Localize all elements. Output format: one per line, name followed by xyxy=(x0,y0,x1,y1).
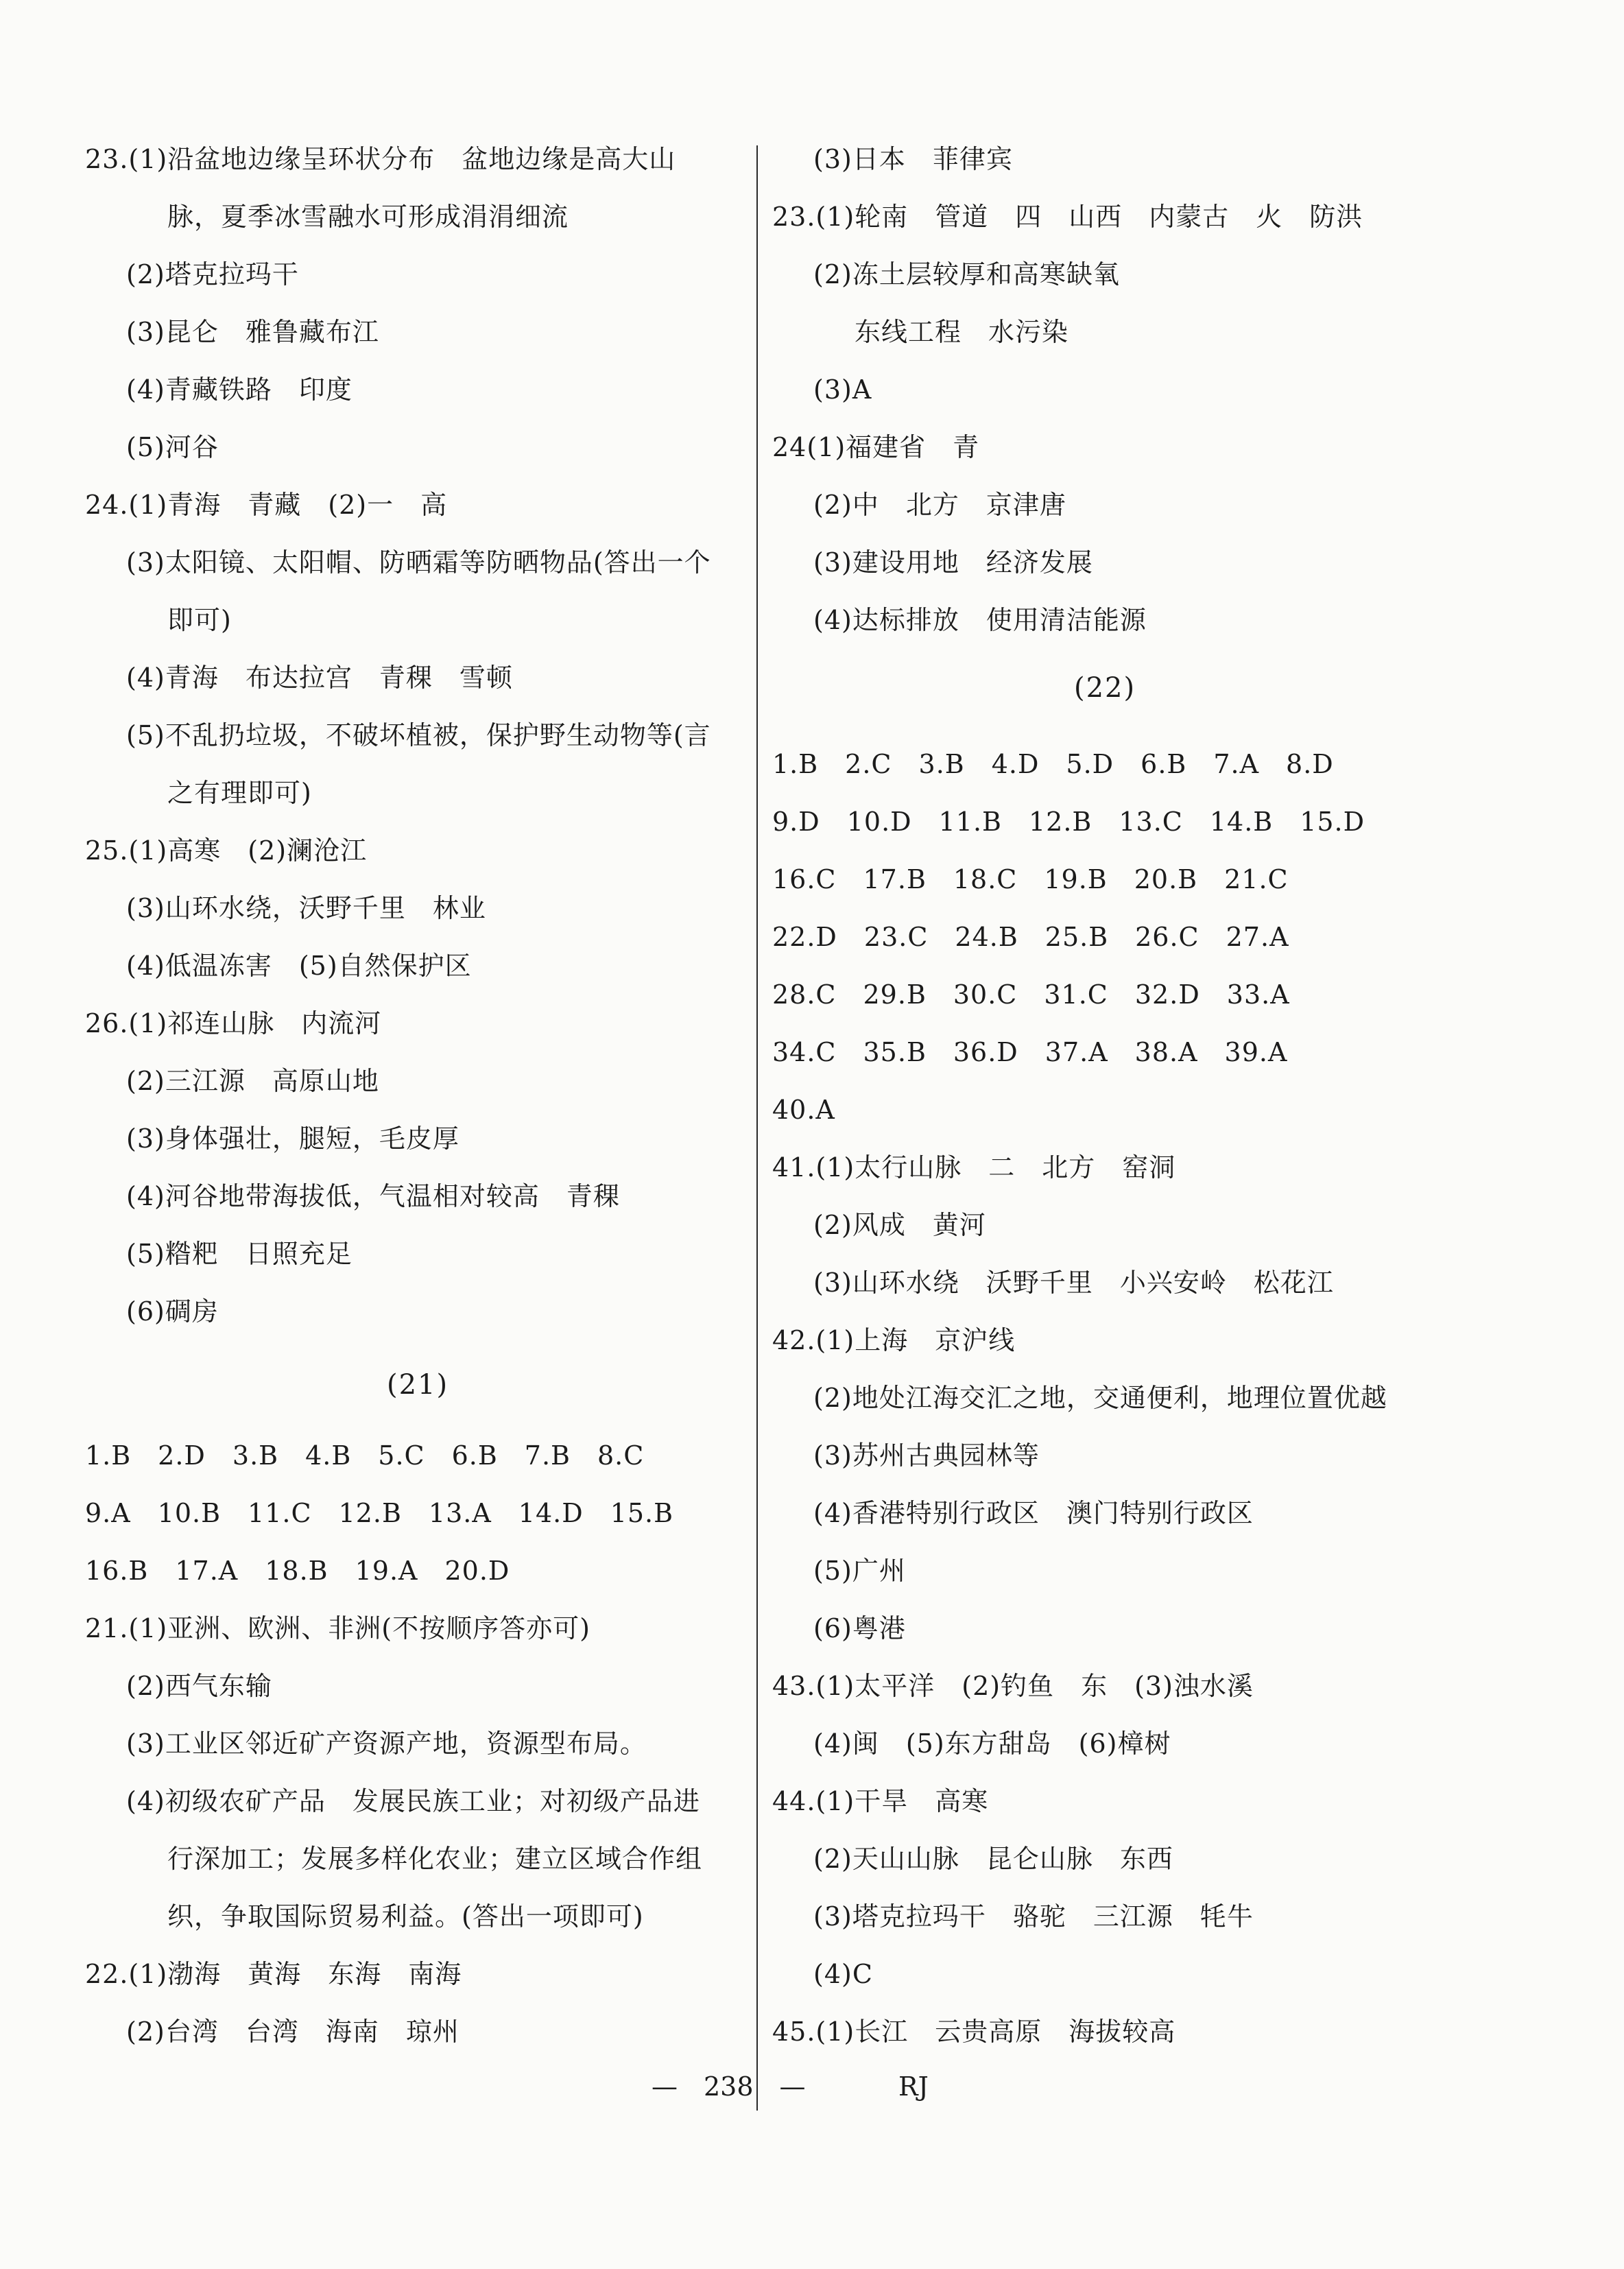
answer-line: (2)地处江海交汇之地，交通便利，地理位置优越 xyxy=(813,1383,1387,1413)
answer-line: 1.B 2.D 3.B 4.B 5.C 6.B 7.B 8.C xyxy=(85,1440,645,1471)
section-heading-21: (21) xyxy=(387,1369,449,1401)
answer-line: (2)中 北方 京津唐 xyxy=(813,490,1066,520)
answer-line: 16.B 17.A 18.B 19.A 20.D xyxy=(85,1556,510,1586)
answer-line: (3)工业区邻近矿产资源产地，资源型布局。 xyxy=(126,1729,647,1759)
answer-line: 24.(1)青海 青藏 (2)一 高 xyxy=(85,490,448,520)
answer-line: (3)塔克拉玛干 骆驼 三江源 牦牛 xyxy=(813,1901,1254,1932)
answer-line: (2)塔克拉玛干 xyxy=(126,259,299,289)
answer-line: 23.(1)沿盆地边缘呈环状分布 盆地边缘是高大山 xyxy=(85,144,676,174)
answer-line: (5)广州 xyxy=(813,1556,906,1586)
answer-line: 行深加工；发展多样化农业；建立区域合作组 xyxy=(167,1844,703,1874)
answer-line: (3)建设用地 经济发展 xyxy=(813,547,1093,578)
answer-line: 45.(1)长江 云贵高原 海拔较高 xyxy=(772,2017,1176,2047)
answer-line: 40.A xyxy=(772,1095,835,1125)
answer-line: (4)低温冻害 (5)自然保护区 xyxy=(126,951,472,981)
answer-line: (3)A xyxy=(813,375,872,405)
answer-line: 26.(1)祁连山脉 内流河 xyxy=(85,1008,382,1038)
answer-line: (4)初级农矿产品 发展民族工业；对初级产品进 xyxy=(126,1786,700,1816)
answer-line: 24(1)福建省 青 xyxy=(772,432,980,462)
answer-line: 1.B 2.C 3.B 4.D 5.D 6.B 7.A 8.D xyxy=(772,749,1334,779)
answer-line: (5)河谷 xyxy=(126,432,219,462)
answer-line: (2)风成 黄河 xyxy=(813,1210,986,1240)
answer-line: 即可) xyxy=(167,605,232,635)
page-footer xyxy=(0,2065,1624,2108)
answer-line: (2)西气东输 xyxy=(126,1671,272,1701)
answer-line: (6)碉房 xyxy=(126,1296,219,1327)
answer-line: (2)天山山脉 昆仑山脉 东西 xyxy=(813,1844,1173,1874)
answer-line: 东线工程 水污染 xyxy=(855,317,1069,347)
answer-line: 44.(1)干旱 高寒 xyxy=(772,1786,989,1816)
answer-line: 织，争取国际贸易利益。(答出一项即可) xyxy=(167,1901,644,1932)
answer-line: 9.D 10.D 11.B 12.B 13.C 14.B 15.D xyxy=(772,807,1365,837)
answer-line: (5)糌粑 日照充足 xyxy=(126,1239,353,1269)
answer-line: (4)香港特别行政区 澳门特别行政区 xyxy=(813,1498,1254,1528)
answer-line: (4)青藏铁路 印度 xyxy=(126,375,353,405)
section-heading-22: (22) xyxy=(1074,672,1136,704)
answer-line: (3)日本 菲律宾 xyxy=(813,144,1013,174)
answer-line: (4)达标排放 使用清洁能源 xyxy=(813,605,1147,635)
column-divider xyxy=(756,145,758,2111)
answer-line: (2)冻土层较厚和高寒缺氧 xyxy=(813,259,1120,289)
answer-line: (4)青海 布达拉宫 青稞 雪顿 xyxy=(126,663,513,693)
answer-line: (4)C xyxy=(813,1959,873,1989)
edition-code: RJ xyxy=(898,2071,929,2102)
answer-line: 25.(1)高寒 (2)澜沧江 xyxy=(85,835,368,866)
answer-line: (2)台湾 台湾 海南 琼州 xyxy=(126,2017,459,2047)
answer-line: 41.(1)太行山脉 二 北方 窑洞 xyxy=(772,1152,1176,1183)
answer-line: 28.C 29.B 30.C 31.C 32.D 33.A xyxy=(772,979,1290,1010)
answer-line: (3)山环水绕，沃野千里 林业 xyxy=(126,893,486,923)
answer-line: (3)山环水绕 沃野千里 小兴安岭 松花江 xyxy=(813,1268,1334,1298)
answer-line: 21.(1)亚洲、欧洲、非洲(不按顺序答亦可) xyxy=(85,1613,590,1643)
answer-line: 43.(1)太平洋 (2)钓鱼 东 (3)浊水溪 xyxy=(772,1671,1254,1701)
answer-line: 9.A 10.B 11.C 12.B 13.A 14.D 15.B xyxy=(85,1498,674,1528)
answer-line: 42.(1)上海 京沪线 xyxy=(772,1325,1016,1355)
answer-line: 23.(1)轮南 管道 四 山西 内蒙古 火 防洪 xyxy=(772,202,1363,232)
answer-line: (4)河谷地带海拔低，气温相对较高 青稞 xyxy=(126,1181,620,1211)
answer-line: 脉，夏季冰雪融水可形成涓涓细流 xyxy=(167,202,569,232)
answer-line: (4)闽 (5)东方甜岛 (6)樟树 xyxy=(813,1729,1171,1759)
answer-line: (3)苏州古典园林等 xyxy=(813,1440,1040,1471)
answer-line: 之有理即可) xyxy=(167,778,312,808)
page-number: — 238 — xyxy=(652,2071,806,2102)
answer-line: (3)身体强壮，腿短，毛皮厚 xyxy=(126,1124,459,1154)
answer-line: (3)昆仑 雅鲁藏布江 xyxy=(126,317,379,347)
answer-line: (2)三江源 高原山地 xyxy=(126,1066,379,1096)
answer-line: 34.C 35.B 36.D 37.A 38.A 39.A xyxy=(772,1037,1288,1067)
answer-line: 16.C 17.B 18.C 19.B 20.B 21.C xyxy=(772,864,1289,894)
answer-line: 22.(1)渤海 黄海 东海 南海 xyxy=(85,1959,462,1989)
answer-line: (6)粤港 xyxy=(813,1613,906,1643)
answer-line: (3)太阳镜、太阳帽、防晒霜等防晒物品(答出一个 xyxy=(126,547,711,578)
answer-line: (5)不乱扔垃圾，不破坏植被，保护野生动物等(言 xyxy=(126,720,711,750)
answer-line: 22.D 23.C 24.B 25.B 26.C 27.A xyxy=(772,922,1289,952)
